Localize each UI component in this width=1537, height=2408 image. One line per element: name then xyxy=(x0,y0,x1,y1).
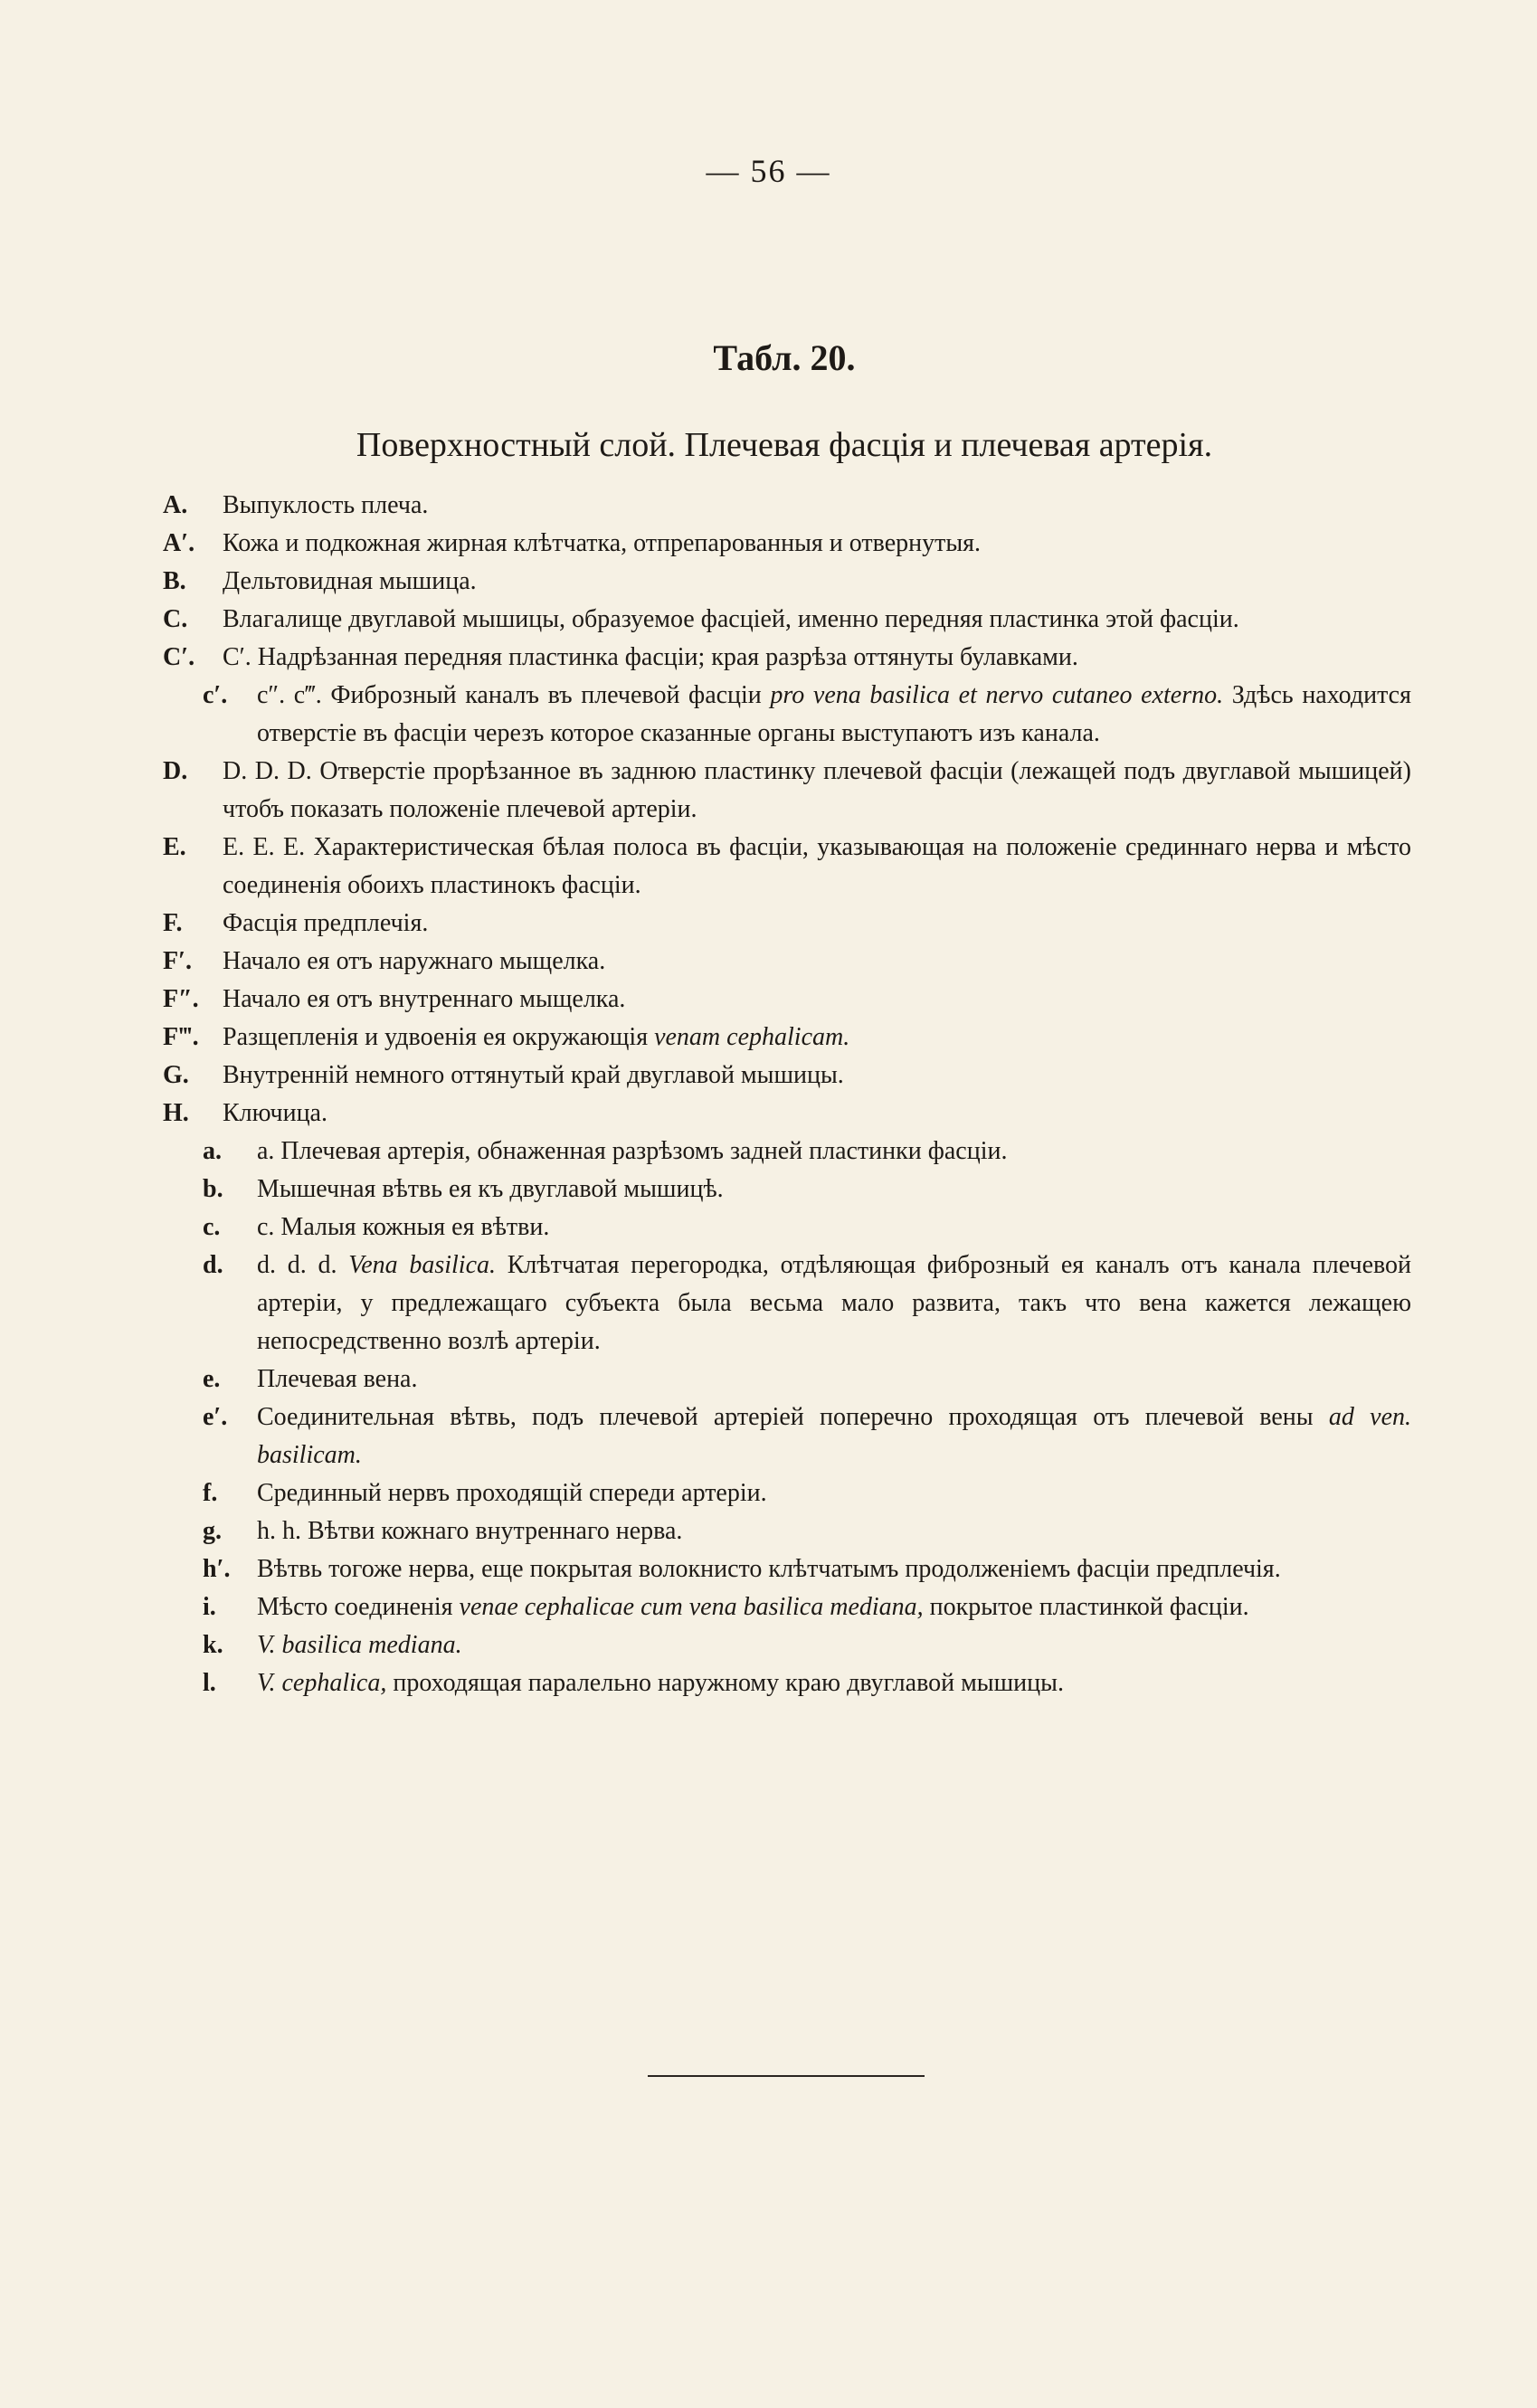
legend-text-main: D. D. D. Отверстіе прорѣзанное въ заднюю пластинку плечевой фасціи (лежащей подъ двуглавой мышицей) чтобъ показать положеніе плечевой артеріи. xyxy=(223,757,1411,823)
legend-text-main: c″. c‴. Фиброзный каналъ въ плечевой фасціи xyxy=(257,681,771,709)
legend-text-main: a. Плечевая артерія, обнаженная разрѣзомъ задней пластинки фасціи. xyxy=(257,1137,1008,1165)
legend-text-main: Дельтовидная мышица. xyxy=(223,567,477,595)
legend-entry xyxy=(163,1019,1411,1057)
legend-text-main: Мышечная вѣтвь ея къ двуглавой мышицѣ. xyxy=(257,1175,724,1203)
legend-text xyxy=(163,829,1411,905)
legend-text xyxy=(163,525,1411,563)
footer-rule xyxy=(648,2075,925,2077)
legend-text xyxy=(163,1474,1411,1512)
legend-key: A. xyxy=(163,491,188,519)
legend-text xyxy=(163,1095,1411,1133)
legend-entry xyxy=(163,601,1411,639)
legend-text-latin: V. basilica mediana. xyxy=(257,1631,462,1659)
legend-entry xyxy=(163,829,1411,905)
legend-key: c′. xyxy=(203,681,228,709)
legend-key: F‴. xyxy=(163,1023,199,1051)
legend-key: E. xyxy=(163,833,186,861)
legend-text xyxy=(163,905,1411,943)
legend-text-main: h. h. Вѣтви кожнаго внутреннаго нерва. xyxy=(257,1517,683,1545)
legend-key: e′. xyxy=(203,1403,228,1431)
legend-text-latin: ad ven. basilicam. xyxy=(257,1403,1411,1469)
legend-text-latin: pro vena basilica et nervo cutaneo externo. xyxy=(770,681,1224,709)
legend-entry xyxy=(163,1512,1411,1550)
legend-key: D. xyxy=(163,757,188,785)
subtitle: Поверхностный слой. Плечевая фасція и плечевая артерія. xyxy=(356,426,1213,464)
legend-text-tail: Клѣтчатая перегородка, отдѣляющая фиброзный ея каналъ отъ канала плечевой артеріи, у предлежащаго субъекта была весьма мало развита, такъ что вена кажется лежащею непосредственно возлѣ артеріи. xyxy=(257,1251,1412,1355)
legend-text xyxy=(163,1360,1411,1398)
legend-entry xyxy=(163,1133,1411,1171)
legend-key: i. xyxy=(203,1593,216,1621)
legend-text xyxy=(163,1550,1411,1588)
legend-text xyxy=(163,677,1411,753)
legend-text-main: Влагалище двуглавой мышицы, образуемое фасціей, именно передняя пластинка этой фасціи. xyxy=(223,605,1239,633)
legend-key: e. xyxy=(203,1365,221,1393)
legend-key: C′. xyxy=(163,643,195,671)
legend-list xyxy=(163,487,1411,1702)
table-title: Табл. 20. xyxy=(713,337,856,378)
legend-key: l. xyxy=(203,1669,216,1697)
legend-entry xyxy=(163,1171,1411,1209)
legend-text xyxy=(163,753,1411,829)
legend-text-tail: Здѣсь находится отверстіе въ фасціи черезъ которое сказанные органы выступаютъ изъ канала. xyxy=(257,681,1411,747)
legend-entry xyxy=(163,1209,1411,1247)
legend-text xyxy=(163,1588,1411,1626)
legend-entry xyxy=(163,1057,1411,1095)
legend-text xyxy=(163,1209,1411,1247)
legend-entry xyxy=(163,1550,1411,1588)
legend-key: F′. xyxy=(163,947,192,975)
legend-text xyxy=(163,1133,1411,1171)
legend-key: b. xyxy=(203,1175,223,1203)
legend-entry xyxy=(163,905,1411,943)
legend-key: B. xyxy=(163,567,186,595)
legend-text-main: Разщепленія и удвоенія ея окружающія xyxy=(223,1023,655,1051)
legend-text-main: c. Малыя кожныя ея вѣтви. xyxy=(257,1213,550,1241)
legend-text-main: Внутренній немного оттянутый край двуглавой мышицы. xyxy=(223,1061,844,1089)
legend-entry xyxy=(163,563,1411,601)
legend-text-latin: venae cephalicae cum vena basilica mediana, xyxy=(459,1593,924,1621)
legend-key: h′. xyxy=(203,1555,231,1583)
legend-text-main: Ключица. xyxy=(223,1099,327,1127)
legend-text-main: Мѣсто соединенія xyxy=(257,1593,460,1621)
legend-key: d. xyxy=(203,1251,223,1279)
legend-text-latin: Vena basilica. xyxy=(348,1251,497,1279)
legend-entry xyxy=(163,943,1411,981)
legend-text-latin: V. cephalica, xyxy=(257,1669,387,1697)
legend-entry xyxy=(163,1474,1411,1512)
legend-entry xyxy=(163,1247,1411,1360)
legend-entry xyxy=(163,1588,1411,1626)
legend-entry xyxy=(163,1095,1411,1133)
page-number: — 56 — xyxy=(706,153,831,189)
legend-text xyxy=(163,1019,1411,1057)
legend-key: f. xyxy=(203,1479,218,1507)
legend-text-main: E. E. E. Характеристическая бѣлая полоса въ фасціи, указывающая на положеніе срединнаго нерва и мѣсто соединенія обоихъ пластинокъ фасціи. xyxy=(223,833,1411,899)
legend-key: c. xyxy=(203,1213,221,1241)
legend-text xyxy=(163,1171,1411,1209)
legend-text xyxy=(163,943,1411,981)
legend-key: F. xyxy=(163,909,183,937)
legend-entry xyxy=(163,487,1411,525)
legend-text-main: Кожа и подкожная жирная клѣтчатка, отпрепарованныя и отвернутыя. xyxy=(223,529,982,557)
legend-entry xyxy=(163,525,1411,563)
legend-text xyxy=(163,1057,1411,1095)
legend-key: k. xyxy=(203,1631,223,1659)
legend-text-main: Начало ея отъ внутреннаго мыщелка. xyxy=(223,985,626,1013)
legend-key: a. xyxy=(203,1137,222,1165)
legend-text-main: Фасція предплечія. xyxy=(223,909,429,937)
legend-text-main: Начало ея отъ наружнаго мыщелка. xyxy=(223,947,606,975)
legend-key: A′. xyxy=(163,529,195,557)
legend-text xyxy=(163,487,1411,525)
legend-text xyxy=(163,981,1411,1019)
legend-text-main: Срединный нервъ проходящій спереди артеріи. xyxy=(257,1479,767,1507)
legend-entry xyxy=(163,639,1411,677)
legend-entry xyxy=(163,677,1411,753)
legend-text xyxy=(163,1626,1411,1664)
legend-text xyxy=(163,639,1411,677)
legend-entry xyxy=(163,1360,1411,1398)
legend-text-main: C′. Надрѣзанная передняя пластинка фасціи; края разрѣза оттянуты булавками. xyxy=(223,643,1078,671)
legend-text-main: Вѣтвь тогоже нерва, еще покрытая волокнисто клѣтчатымъ продолженіемъ фасціи предплечія. xyxy=(257,1555,1281,1583)
legend-key: H. xyxy=(163,1099,189,1127)
legend-text-tail: проходящая паралельно наружному краю двуглавой мышицы. xyxy=(386,1669,1064,1697)
legend-text xyxy=(163,601,1411,639)
legend-key: g. xyxy=(203,1517,222,1545)
legend-text xyxy=(163,1664,1411,1702)
legend-text xyxy=(163,563,1411,601)
legend-text-tail: покрытое пластинкой фасціи. xyxy=(923,1593,1249,1621)
legend-entry xyxy=(163,753,1411,829)
legend-text xyxy=(163,1247,1411,1360)
legend-entry xyxy=(163,1398,1411,1474)
legend-text xyxy=(163,1512,1411,1550)
legend-text-latin: venam cephalicam. xyxy=(654,1023,850,1051)
legend-entry xyxy=(163,981,1411,1019)
legend-entry xyxy=(163,1626,1411,1664)
legend-text-main: Плечевая вена. xyxy=(257,1365,418,1393)
legend-key: F″. xyxy=(163,985,199,1013)
legend-text-main: Выпуклость плеча. xyxy=(223,491,429,519)
legend-text-main: d. d. d. xyxy=(257,1251,349,1279)
legend-entry xyxy=(163,1664,1411,1702)
legend-key: G. xyxy=(163,1061,189,1089)
legend-text-main: Соединительная вѣтвь, подъ плечевой артеріей поперечно проходящая отъ плечевой вены xyxy=(257,1403,1329,1431)
legend-text xyxy=(163,1398,1411,1474)
legend-key: C. xyxy=(163,605,188,633)
